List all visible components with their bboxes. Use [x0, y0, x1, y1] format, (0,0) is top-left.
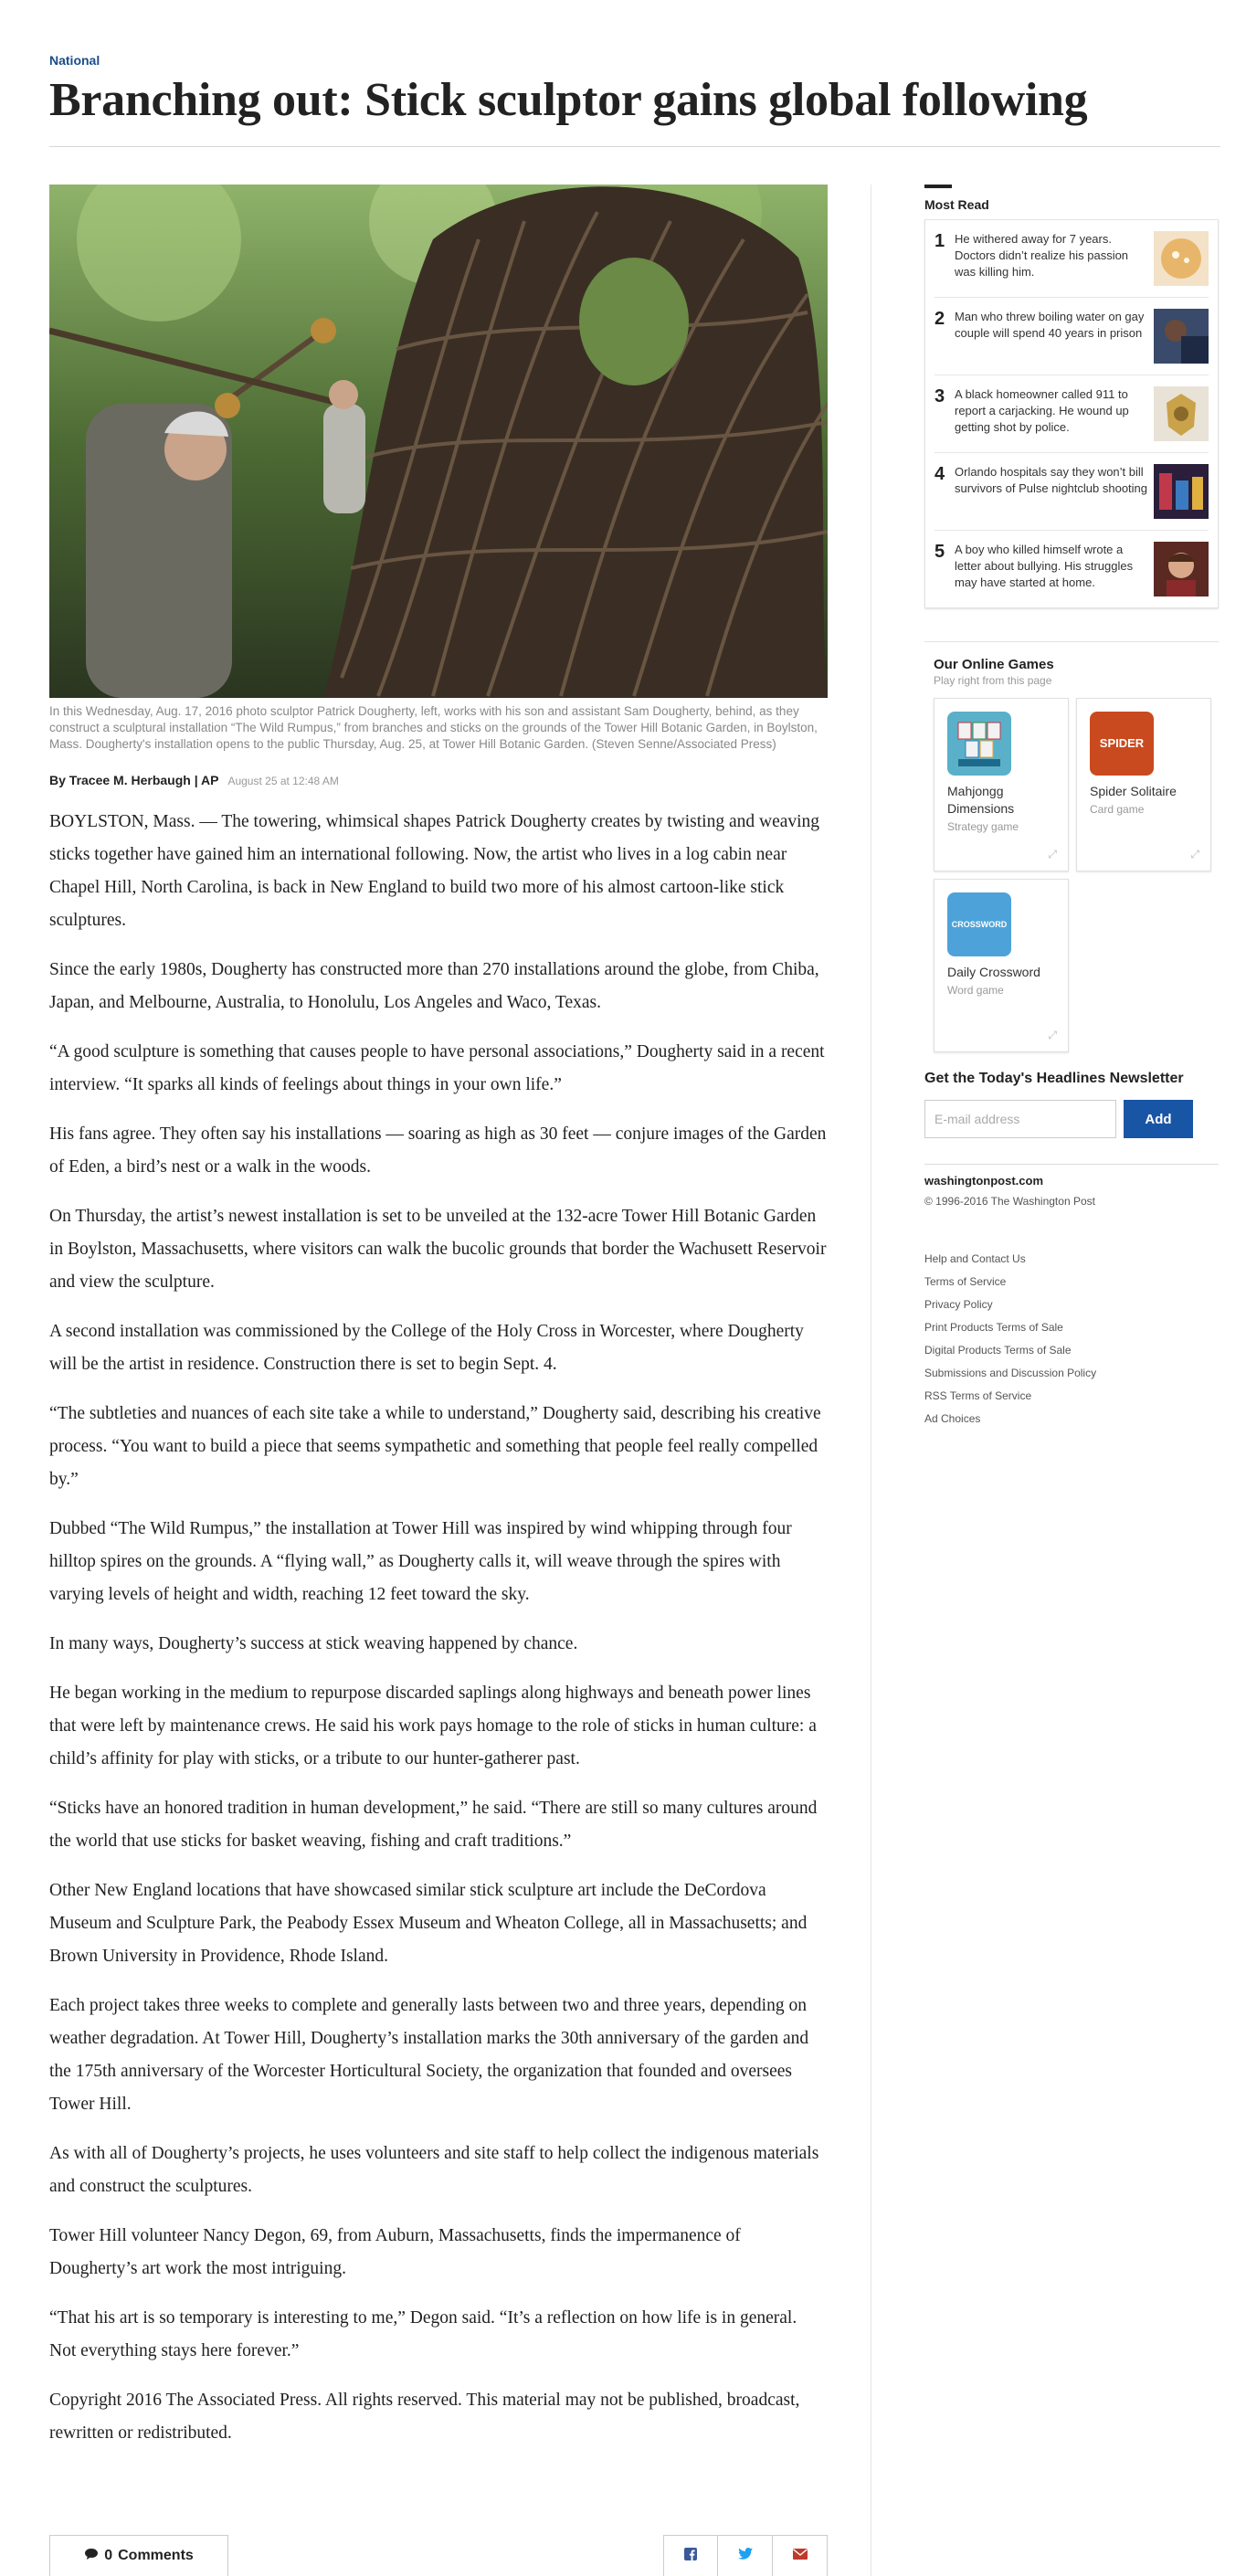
author[interactable]: By Tracee M. Herbaugh | AP	[49, 773, 219, 787]
article-paragraph: Other New England locations that have showcased similar stick sculpture art include the DeCordova Museum and Sculpture Park, the Peabody Essex Museum and Wheaton College, all in Massachusetts; and Brown University in Providence, Rhode Island.	[49, 1881, 808, 1966]
article-paragraph: Copyright 2016 The Associated Press. All rights reserved. This material may not be published, broadcast, rewritten or redistributed.	[49, 2391, 800, 2443]
footer-copyright: © 1996-2016 The Washington Post	[924, 1195, 1095, 1208]
most-read-thumbnail[interactable]	[1154, 309, 1209, 364]
article-paragraph: His fans agree. They often say his installations — soaring as high as 30 feet — conjure images of the Garden of Eden, a bird’s nest or a walk in the woods.	[49, 1124, 827, 1177]
newsletter-form	[924, 1100, 1219, 1138]
footer-site-name[interactable]: washingtonpost.com	[924, 1174, 1043, 1188]
games-subtitle: Play right from this page	[934, 674, 1052, 687]
footer-link[interactable]: Privacy Policy	[924, 1298, 993, 1311]
most-read-rank: 2	[934, 309, 945, 329]
facebook-share-button[interactable]	[663, 2535, 718, 2576]
game-name: Spider Solitaire	[1090, 784, 1177, 798]
spider-icon-text: SPIDER	[1099, 736, 1145, 750]
spider-solitaire-icon	[1090, 712, 1154, 776]
comments-count: 0	[104, 2548, 113, 2563]
expand-icon[interactable]: ⤢	[1048, 1029, 1057, 1041]
expand-icon[interactable]: ⤢	[1048, 848, 1057, 860]
publish-date: August 25 at 12:48 AM	[227, 775, 339, 787]
most-read-item[interactable]	[934, 298, 1209, 375]
newsletter-signup	[924, 1071, 1219, 1138]
game-name: Daily Crossword	[947, 965, 1040, 979]
section-kicker[interactable]: National	[49, 53, 100, 68]
facebook-icon	[684, 2548, 697, 2565]
most-read-rank: 1	[934, 231, 945, 251]
mahjongg-icon	[947, 712, 1011, 776]
article-actions-bar	[49, 2535, 828, 2576]
game-type: Strategy game	[947, 820, 1019, 833]
most-read-item[interactable]	[934, 453, 1209, 531]
game-card-mahjongg[interactable]	[934, 698, 1069, 871]
article-header	[49, 53, 1191, 127]
footer-link[interactable]: Help and Contact Us	[924, 1252, 1026, 1265]
game-card-daily-crossword[interactable]	[934, 879, 1069, 1052]
most-read-item[interactable]	[934, 375, 1209, 453]
article-paragraph: He began working in the medium to repurpose discarded saplings along highways and beneath power lines that were left by maintenance crews. He said his work pays homage to the role of sticks in human culture: a child’s affinity for play with sticks, or a tribute to our hunter-gatherer past.	[49, 1684, 817, 1768]
article-paragraph: “Sticks have an honored tradition in human development,” he said. “There are still so many cultures around the world that use sticks for basket weaving, fishing and craft traditions.”	[49, 1799, 818, 1851]
article-paragraph: Dubbed “The Wild Rumpus,” the installation at Tower Hill was inspired by wind whipping through four hilltop spires on the grounds. A “flying wall,” as Dougherty calls it, will weave through the spires with varying levels of height and width, reaching 12 feet toward the sky.	[49, 1519, 792, 1604]
article-paragraph: On Thursday, the artist’s newest installation is set to be unveiled at the 132-acre Tower Hill Botanic Garden in Boylston, Massachusetts, where visitors can walk the bucolic grounds that border the Wachusett Reservoir and view the sculpture.	[49, 1207, 827, 1292]
footer-link[interactable]: RSS Terms of Service	[924, 1389, 1032, 1402]
article-paragraph: “A good sculpture is something that causes people to have personal associations,” Dougherty said in a recent interview. “It sparks all kinds of feelings about things in your own life.”	[49, 1042, 825, 1094]
headline: Branching out: Stick sculptor gains global following	[49, 74, 1088, 126]
article-paragraph: “The subtleties and nuances of each site take a while to understand,” Dougherty said, describing his creative process. “You want to build a piece that seems sympathetic and something that people feel really compelled by.”	[49, 1404, 821, 1489]
crossword-icon-text: CROSSWORD	[951, 920, 1008, 929]
most-read-item[interactable]	[934, 531, 1209, 607]
add-newsletter-button[interactable]: Add	[1124, 1100, 1193, 1138]
expand-icon[interactable]: ⤢	[1190, 848, 1199, 860]
twitter-share-button[interactable]	[718, 2535, 773, 2576]
rail-accent-bar	[924, 185, 952, 188]
most-read-headline[interactable]: Orlando hospitals say they won’t bill survivors of Pulse nightclub shooting	[955, 465, 1148, 495]
comment-bubble-icon	[84, 2548, 99, 2565]
most-read-thumbnail[interactable]	[1154, 231, 1209, 286]
game-type: Word game	[947, 984, 1004, 997]
article-paragraph: As with all of Dougherty’s projects, he uses volunteers and site staff to help collect the indigenous materials and construct the sculptures.	[49, 2144, 819, 2196]
email-icon	[793, 2548, 808, 2564]
most-read-item[interactable]	[934, 220, 1209, 298]
game-name: Mahjongg Dimensions	[947, 784, 1015, 816]
most-read-rank: 3	[934, 386, 945, 406]
main-column	[49, 185, 828, 2466]
footer-link[interactable]: Print Products Terms of Sale	[924, 1321, 1063, 1334]
article-paragraph: Each project takes three weeks to complete and generally lasts between two and three years, depending on weather degradation. At Tower Hill, Dougherty’s installation marks the 30th anniversary of the garden and the 175th anniversary of the Worcester Horticultural Society, the organization that founded and oversees Tower Hill.	[49, 1996, 809, 2114]
article-paragraph: Since the early 1980s, Dougherty has constructed more than 270 installations around the globe, from Chiba, Japan, and Melbourne, Australia, to Honolulu, Los Angeles and Waco, Texas.	[49, 960, 819, 1012]
most-read-headline[interactable]: He withered away for 7 years. Doctors didn’t realize his passion was killing him.	[955, 232, 1129, 279]
most-read-list	[924, 219, 1219, 608]
footer-link[interactable]: Terms of Service	[924, 1275, 1007, 1288]
most-read-thumbnail[interactable]	[1154, 542, 1209, 596]
most-read-thumbnail[interactable]	[1154, 386, 1209, 441]
comments-label: Comments	[118, 2548, 194, 2563]
games-grid	[934, 698, 1219, 1052]
most-read-title: Most Read	[924, 197, 989, 212]
comments-button[interactable]	[49, 2535, 228, 2576]
most-read-rank: 5	[934, 542, 945, 562]
game-type: Card game	[1090, 803, 1145, 816]
most-read-rank: 4	[934, 464, 945, 484]
games-title: Our Online Games	[934, 657, 1054, 672]
footer-links	[924, 1248, 1219, 1431]
lead-photo	[49, 185, 828, 698]
online-games-section	[924, 641, 1219, 1052]
twitter-icon	[738, 2548, 753, 2564]
game-card-spider-solitaire[interactable]	[1076, 698, 1211, 871]
photo-caption: In this Wednesday, Aug. 17, 2016 photo sculptor Patrick Dougherty, left, works with his son and assistant Sam Dougherty, behind, as they construct a sculptural installation “The Wild Rumpus,” from branches and sticks on the grounds of the Tower Hill Botanic Garden, in Boylston, Mass. Dougherty's installation opens to the public Thursday, Aug. 25, at Tower Hill Botanic Garden. (Steven Senne/Associated Press)	[49, 704, 818, 751]
most-read-thumbnail[interactable]	[1154, 464, 1209, 519]
right-rail	[924, 185, 1219, 1431]
email-share-button[interactable]	[773, 2535, 828, 2576]
header-divider	[49, 146, 1220, 147]
newsletter-title: Get the Today's Headlines Newsletter	[924, 1071, 1184, 1086]
most-read-headline[interactable]: A boy who killed himself wrote a letter about bullying. His struggles may have started at home.	[955, 543, 1134, 589]
article-body	[49, 806, 828, 2450]
crossword-icon	[947, 892, 1011, 956]
most-read-headline[interactable]: A black homeowner called 911 to report a carjacking. He wound up getting shot by police.	[955, 387, 1129, 434]
footer-link[interactable]: Submissions and Discussion Policy	[924, 1367, 1097, 1379]
article-paragraph: Tower Hill volunteer Nancy Degon, 69, from Auburn, Massachusetts, finds the impermanence of Dougherty’s art work the most intriguing.	[49, 2226, 741, 2278]
rail-footer	[924, 1164, 1219, 1431]
most-read-headline[interactable]: Man who threw boiling water on gay couple will spend 40 years in prison	[955, 310, 1145, 340]
byline	[49, 773, 828, 787]
article-paragraph: BOYLSTON, Mass. — The towering, whimsical shapes Patrick Dougherty creates by twisting and weaving sticks together have gained him an international following. Now, the artist who lives in a log cabin near Chapel Hill, North Carolina, is back in New England to build two more of his almost cartoon-like stick sculptures.	[49, 812, 820, 930]
article-paragraph: In many ways, Dougherty’s success at stick weaving happened by chance.	[49, 1634, 578, 1653]
article-paragraph: “That his art is so temporary is interesting to me,” Degon said. “It’s a reflection on how life is in general. Not everything stays here forever.”	[49, 2308, 797, 2360]
email-input[interactable]	[924, 1100, 1116, 1138]
article-paragraph: A second installation was commissioned by the College of the Holy Cross in Worcester, where Dougherty will be the artist in residence. Construction there is set to begin Sept. 4.	[49, 1322, 804, 1374]
footer-link[interactable]: Ad Choices	[924, 1412, 981, 1425]
footer-link[interactable]: Digital Products Terms of Sale	[924, 1344, 1072, 1357]
share-buttons	[663, 2535, 828, 2576]
